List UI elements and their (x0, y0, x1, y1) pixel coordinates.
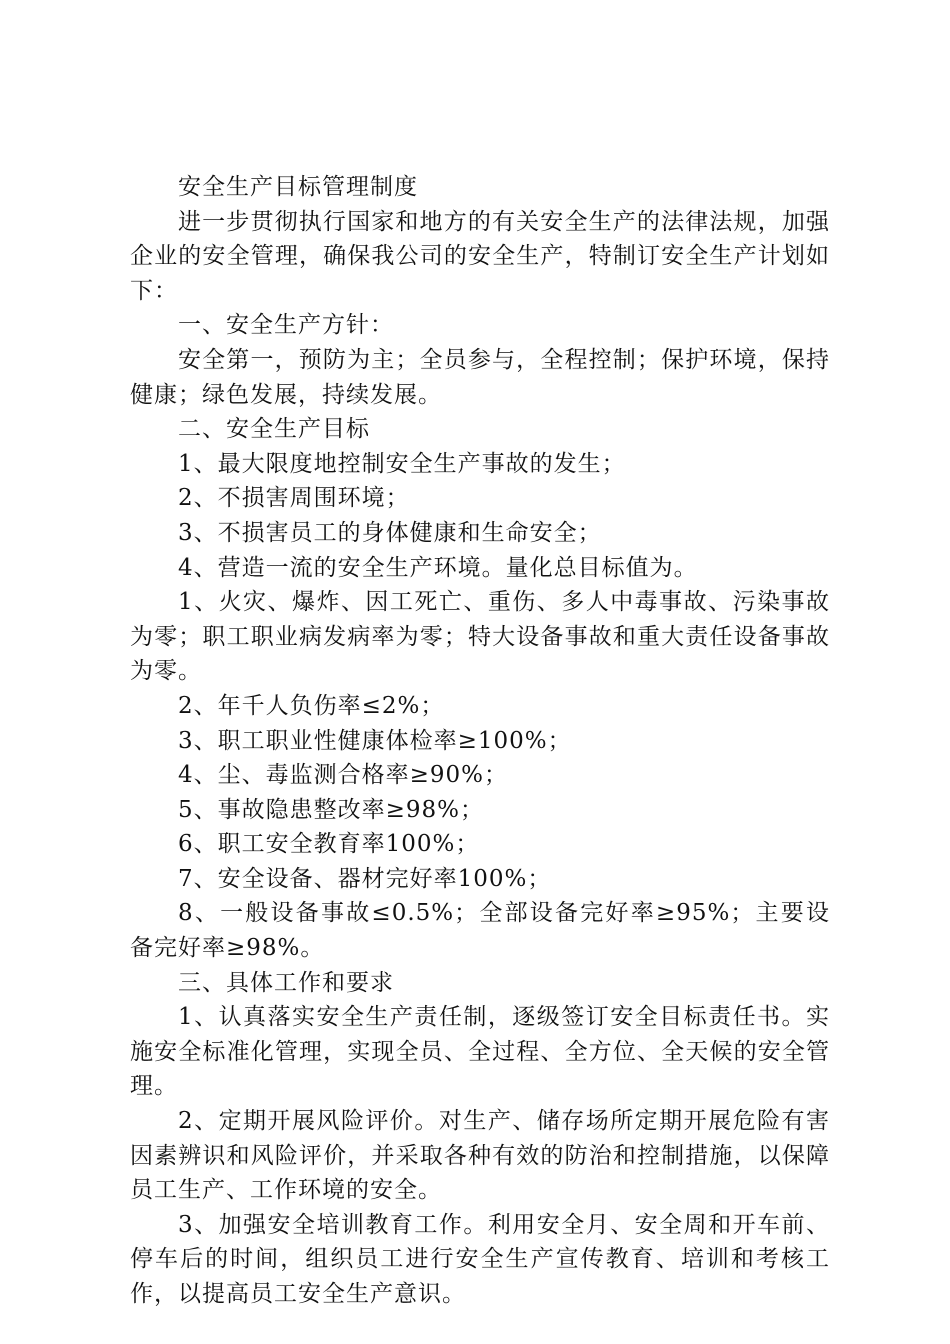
section-heading-requirements: 三、具体工作和要求 (178, 969, 394, 996)
goal-item: 3、不损害员工的身体健康和生命安全； (178, 519, 602, 546)
goal-item: 1、最大限度地控制安全生产事故的发生； (178, 450, 626, 477)
section-heading-policy: 一、安全生产方针： (178, 312, 394, 339)
requirement-item: 3、加强安全培训教育工作。利用安全月、安全周和开车前、停车后的时间，组织员工进行安全生产宣传教育、培训和考核工作，以提高员工安全生产意识。 (130, 1211, 830, 1307)
quantified-goal-item: 7、安全设备、器材完好率100%； (178, 865, 552, 892)
policy-paragraph: 安全第一，预防为主；全员参与，全程控制；保护环境，保持健康；绿色发展，持续发展。 (130, 346, 830, 408)
requirement-item: 1、认真落实安全生产责任制，逐级签订安全目标责任书。实施安全标准化管理，实现全员、全过程、全方位、全天候的安全管理。 (130, 1004, 830, 1100)
goal-item: 4、营造一流的安全生产环境。量化总目标值为。 (178, 554, 698, 581)
document-body (130, 170, 830, 1312)
document-title: 安全生产目标管理制度 (178, 174, 418, 200)
quantified-goal-item: 4、尘、毒监测合格率≥90%； (178, 762, 509, 789)
quantified-goal-item: 2、年千人负伤率≤2%； (178, 692, 445, 719)
quantified-goal-item: 8、一般设备事故≤0.5%；全部设备完好率≥95%；主要设备完好率≥98%。 (130, 900, 830, 962)
requirement-item: 2、定期开展风险评价。对生产、储存场所定期开展危险有害因素辨识和风险评价，并采取各种有效的防治和控制措施，以保障员工生产、工作环境的安全。 (130, 1108, 830, 1204)
quantified-goal-item: 6、职工安全教育率100%； (178, 831, 480, 858)
intro-paragraph: 进一步贯彻执行国家和地方的有关安全生产的法律法规，加强企业的安全管理，确保我公司的安全生产，特制订安全生产计划如下： (130, 208, 830, 304)
goal-item: 2、不损害周围环境； (178, 485, 410, 512)
quantified-goal-item: 3、职工职业性健康体检率≥100%； (178, 727, 572, 754)
section-heading-goals: 二、安全生产目标 (178, 416, 370, 443)
quantified-goal-item: 1、火灾、爆炸、因工死亡、重伤、多人中毒事故、污染事故为零；职工职业病发病率为零；特大设备事故和重大责任设备事故为零。 (130, 589, 830, 685)
quantified-goal-item: 5、事故隐患整改率≥98%； (178, 796, 485, 823)
